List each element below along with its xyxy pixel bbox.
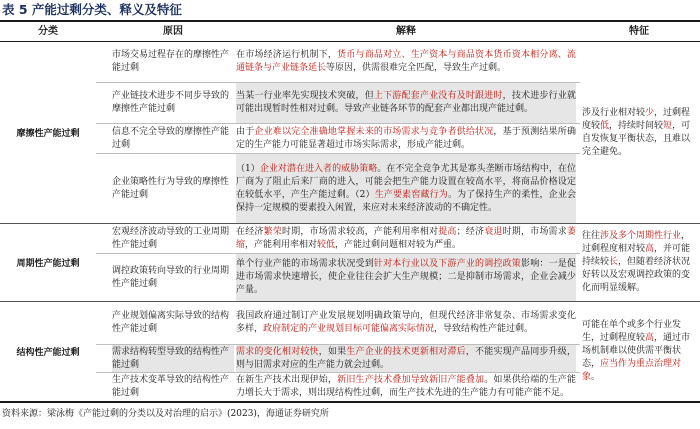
feature-friction: 涉及行业相对较少，过剩程度较低，持续时间较短，可自发恢复平衡状态，且难以完全避免。 <box>582 107 691 157</box>
explanation-cell: 在市场经济运行机制下，货币与商品对立、生产资本与商品资本货币资本相分离、流通链条与产业链条延长等原因，供需很难完全匹配，导致生产过剩。 <box>236 50 576 73</box>
feature-cyclical: 往往涉及多个周期性行业，过剩程度相对较高，并可能持续较长，但随着经济状况好转以及宏观调控政策的变化而明显缓解。 <box>582 231 691 293</box>
explanation-cell: 单个行业产能的市场需求状况受到针对本行业以及下游产业的调控政策影响：一是促进市场需求快速增长，使企业往往会扩大生产规模；二是抑制市场需求，企业会减少产量。 <box>236 254 576 301</box>
table-title: 表 5 产能过剩分类、释义及特征 <box>2 2 182 17</box>
cause-cell: 市场交易过程存在的摩擦性产能过剩 <box>112 50 230 73</box>
explanation-cell: 我国政府通过制订产业发展规划明确政策导向，但现代经济非常复杂、市场需求变化多样，政府制定的产业规划目标可能偏离实际情况，导致结构性产能过剩。 <box>236 311 576 334</box>
explanation-cell: 需求的变化相对较快，如果生产企业的技术更新相对滞后，不能实现产品同步升级，则与旧需求对应的生产能力就会过剩。 <box>236 345 576 372</box>
cause-cell: 信息不完全导致的摩擦性产能过剩 <box>112 126 230 150</box>
cause-cell: 产业链技术进步不同步导致的摩擦性产能过剩 <box>112 91 230 114</box>
explanation-cell: （1）企业对潜在进入者的威胁策略。在不完全竞争尤其是寡头垄断市场结构中，在位厂商为了阻止后来厂商的进入，可能会把生产能力设置在较高水平，将商品价格设定在较低水平，产生产能过剩。（2）生产要素窖藏行为。为了保持生产的柔性，企业会保持一定规模的要素投入闲置，来应对未来经济波动的不确定性。 <box>236 154 576 223</box>
row-divider <box>96 153 580 154</box>
header-category: 分类 <box>38 26 58 37</box>
explanation-cell: 在新生产技术出现伊始，新旧生产技术叠加导致新旧产能叠加。如果供给端的生产能力增长大于需求，则出现结构性过剩，而生产技术先进的生产能力有可能产能不足。 <box>236 375 576 398</box>
explanation-cell: 在经济繁荣时期，市场需求较高，产能利用率相对提高；经济衰退时期，市场需求萎缩，产能利用率相对较低，产能过剩问题相对较为严重。 <box>236 226 576 250</box>
source-note: 资料来源：梁泳梅《产能过剩的分类以及对治理的启示》(2023)，海通证券研究所 <box>2 409 329 419</box>
cause-cell: 需求结构转型导致的结构性产能过剩 <box>112 345 234 372</box>
header-explanation: 解释 <box>396 26 416 37</box>
cause-cell: 宏观经济波动导致的工业周期性产能过剩 <box>112 226 230 250</box>
row-divider <box>96 344 580 345</box>
header-cause: 原因 <box>163 26 183 37</box>
group-divider <box>0 301 700 302</box>
row-divider <box>96 253 580 254</box>
feature-structural: 可能在单个或多个行业发生，过剩程度较高，通过市场机制难以使供需平衡状态，应当作为重点治理对象。 <box>582 320 691 382</box>
header-feature: 特征 <box>629 26 649 37</box>
row-divider <box>96 82 580 83</box>
cause-cell: 生产技术变革导致的结构性产能过剩 <box>112 375 230 398</box>
category-friction: 摩擦性产能过剩 <box>16 129 80 139</box>
cause-cell: 企业策略性行为导致的摩擦性产能过剩 <box>112 176 230 200</box>
row-divider <box>96 123 580 124</box>
explanation-cell: 当某一行业率先实现技术突破，但上下游配套产业没有及时跟进时，技术进步行业就可能出现暂时性相对过剩。导致产业链各环节的配套产业都出现产能过剩。 <box>236 83 576 123</box>
category-structural: 结构性产能过剩 <box>16 348 80 358</box>
group-divider <box>0 223 700 224</box>
bottom-rule <box>0 401 700 403</box>
row-divider <box>96 372 580 373</box>
category-cyclical: 周期性产能过剩 <box>16 259 80 269</box>
cause-cell: 调控政策转向导致的行业周期性产能过剩 <box>112 265 230 289</box>
explanation-cell: 由于企业难以完全准确地掌握未来的市场需求与竞争者供给状况，基于预测结果所确定的生产能力可能显著超过市场实际需求，形成产能过剩。 <box>236 126 576 150</box>
cause-cell: 产业规划偏离实际导致的结构性产能过剩 <box>112 311 230 334</box>
